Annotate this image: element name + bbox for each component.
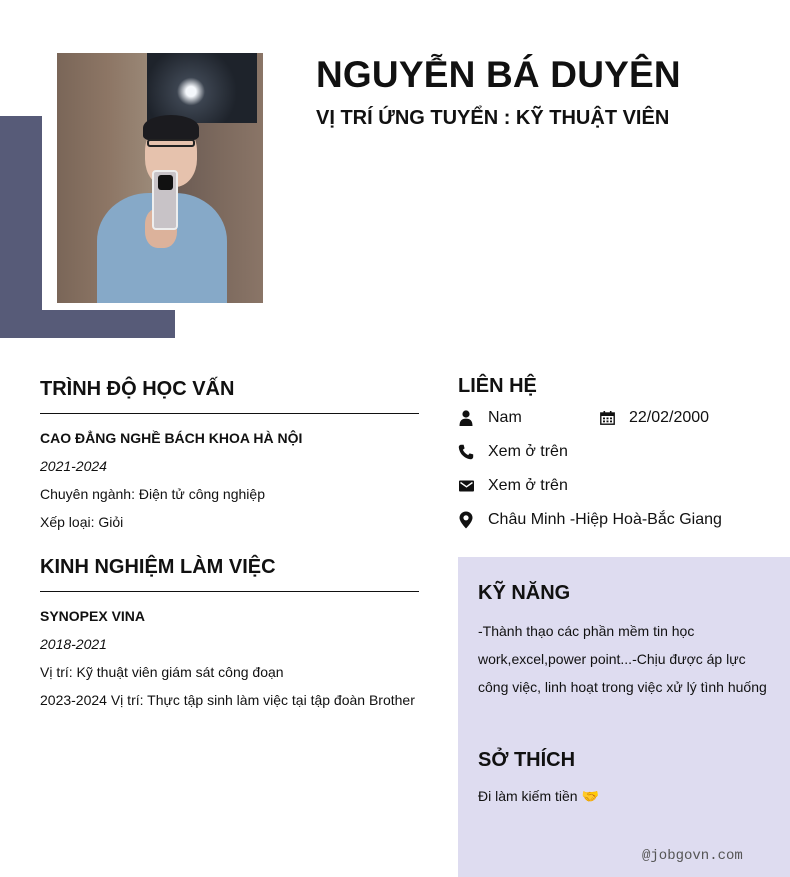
skills-hobbies-panel xyxy=(458,557,790,877)
experience-company: SYNOPEX VINA xyxy=(40,608,146,624)
skills-heading: KỸ NĂNG xyxy=(478,582,571,604)
education-major: Chuyên ngành: Điện tử công nghiệp xyxy=(40,486,265,502)
profile-photo xyxy=(57,53,263,303)
skills-text: -Thành thạo các phần mềm tin học work,excel,power point...-Chịu được áp lực công việc, linh hoạt trong việc xử lý tình huống xyxy=(478,623,767,695)
experience-divider xyxy=(40,591,419,592)
envelope-icon xyxy=(458,478,474,494)
experience-heading: KINH NGHIỆM LÀM VIỆC xyxy=(40,556,276,578)
decorative-block-horizontal xyxy=(0,310,175,338)
contact-address xyxy=(458,511,722,529)
experience-line: Vị trí: Kỹ thuật viên giám sát công đoạn xyxy=(40,664,284,680)
gender-value: Nam xyxy=(488,409,522,426)
experience-years: 2018-2021 xyxy=(40,636,107,652)
hobbies-text: Đi làm kiếm tiền 🤝 xyxy=(478,788,599,804)
phone-icon xyxy=(458,444,474,460)
calendar-icon xyxy=(599,410,615,426)
contact-phone xyxy=(458,443,568,461)
address-value: Châu Minh -Hiệp Hoà-Bắc Giang xyxy=(488,511,722,528)
phone-value: Xem ở trên xyxy=(488,443,568,460)
photo-glasses xyxy=(147,139,195,147)
photo-ceiling-light xyxy=(147,53,257,123)
contact-gender xyxy=(458,409,522,427)
dob-value: 22/02/2000 xyxy=(629,409,710,426)
education-divider xyxy=(40,413,419,414)
education-years: 2021-2024 xyxy=(40,458,107,474)
decorative-block-vertical xyxy=(0,116,42,338)
contact-heading: LIÊN HỆ xyxy=(458,375,537,397)
education-school: CAO ĐẲNG NGHỀ BÁCH KHOA HÀ NỘI xyxy=(40,430,303,446)
watermark: @jobgovn.com xyxy=(642,848,743,864)
hobbies-heading: SỞ THÍCH xyxy=(478,749,576,771)
person-icon xyxy=(458,410,474,426)
experience-line: 2023-2024 Vị trí: Thực tập sinh làm việc tại tập đoàn Brother xyxy=(40,692,415,708)
contact-email xyxy=(458,477,568,495)
contact-dob xyxy=(599,409,709,427)
photo-hair xyxy=(143,115,199,141)
education-heading: TRÌNH ĐỘ HỌC VẤN xyxy=(40,378,235,400)
candidate-name: NGUYỄN BÁ DUYÊN xyxy=(316,54,681,95)
education-grade: Xếp loại: Giỏi xyxy=(40,514,124,530)
photo-phone xyxy=(152,170,178,230)
applied-position: VỊ TRÍ ỨNG TUYỂN : KỸ THUẬT VIÊN xyxy=(316,107,670,129)
map-pin-icon xyxy=(458,512,474,528)
email-value: Xem ở trên xyxy=(488,477,568,494)
